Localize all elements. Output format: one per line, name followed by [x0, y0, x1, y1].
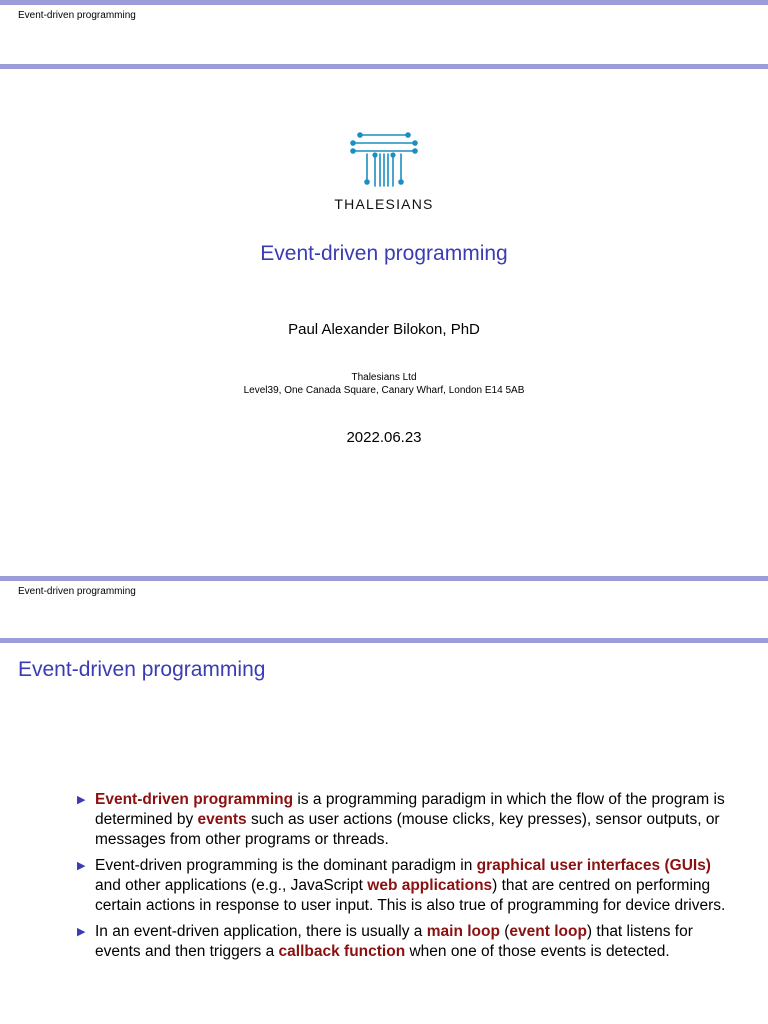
highlighted-term: main loop	[426, 923, 500, 940]
triangle-right-icon: ▶	[77, 926, 86, 938]
slide-header: Event-driven programming	[18, 586, 136, 597]
institute-name: Thalesians Ltd	[351, 372, 417, 383]
header-top-bar	[0, 576, 768, 581]
author-name: Paul Alexander Bilokon, PhD	[288, 321, 480, 338]
logo-wordmark: THALESIANS	[334, 196, 434, 212]
triangle-right-icon: ▶	[77, 860, 86, 872]
bullet-text: ) that listens for events and then triggers a	[95, 923, 693, 960]
highlighted-term: graphical user interfaces (GUIs)	[476, 857, 711, 874]
bullet-text: and other applications (e.g., JavaScript	[95, 877, 368, 894]
header-top-bar	[0, 0, 768, 5]
presentation-title: Event-driven programming	[260, 242, 508, 265]
bullet-item	[0, 922, 768, 962]
frame-title: Event-driven programming	[18, 658, 266, 681]
bullet-text: ) that are centred on performing certain actions in response to user input. This is also true of programming for device drivers.	[95, 877, 726, 914]
presentation-date: 2022.06.23	[346, 429, 422, 446]
content-slide	[0, 576, 768, 1024]
header-bottom-bar	[0, 638, 768, 643]
bullet-text: when one of those events is detected.	[405, 943, 670, 960]
slide-header: Event-driven programming	[18, 10, 136, 21]
highlighted-term: event loop	[509, 923, 587, 940]
highlighted-term: callback function	[278, 943, 406, 960]
institute-address: Level39, One Canada Square, Canary Wharf, London E14 5AB	[243, 385, 525, 396]
bullet-item	[0, 790, 768, 850]
highlighted-term: events	[197, 811, 247, 828]
bullet-list	[0, 790, 768, 968]
bullet-text: such as user actions (mouse clicks, key presses), sensor outputs, or messages from other programs or threads.	[95, 811, 720, 848]
header-bottom-bar	[0, 64, 768, 69]
thalesians-pillar-logo-icon	[349, 130, 419, 190]
bullet-text: Event-driven programming is the dominant paradigm in	[95, 857, 477, 874]
highlighted-term: web applications	[367, 877, 493, 894]
bullet-text: is a programming paradigm in which the flow of the program is determined by	[95, 791, 725, 828]
bullet-text: (	[499, 923, 510, 940]
triangle-right-icon: ▶	[77, 794, 86, 806]
bullet-item	[0, 856, 768, 916]
highlighted-term: Event-driven programming	[95, 791, 294, 808]
bullet-text: In an event-driven application, there is usually a	[95, 923, 427, 940]
